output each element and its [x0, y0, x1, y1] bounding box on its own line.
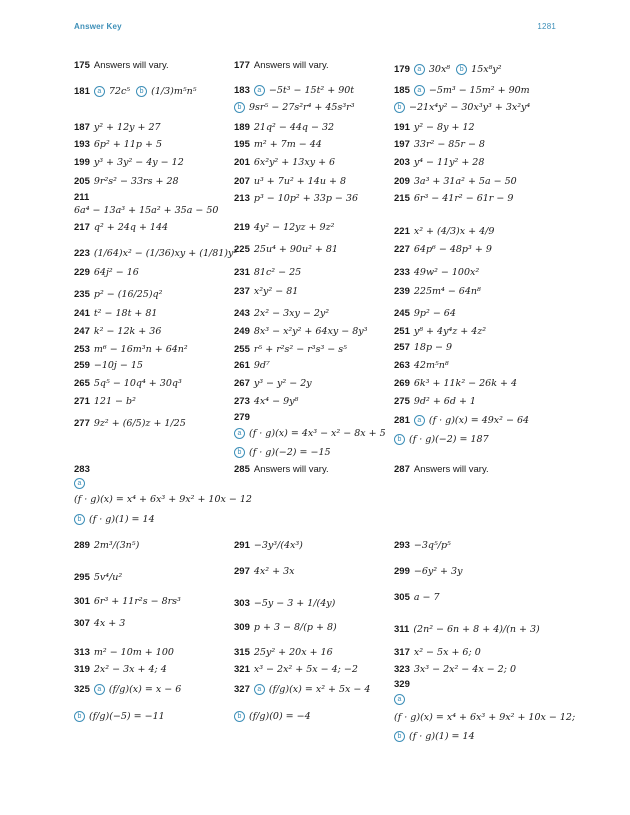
answer-235: 235 p² − (16/25)q² — [74, 289, 163, 300]
answer-283: 283 — [74, 464, 90, 475]
answer-203: 203 y⁴ − 11y² + 28 — [394, 157, 485, 168]
answer-191: 191 y² − 8y + 12 — [394, 122, 475, 133]
answer-217: 217 q² + 24q + 144 — [74, 222, 169, 233]
part-a-marker: a — [394, 694, 405, 705]
part-a-marker: a — [94, 86, 105, 97]
answer-279-b: b (f · g)(−2) = −15 — [234, 447, 331, 459]
part-b-marker: b — [234, 102, 245, 113]
answer-195: 195 m² + 7m − 44 — [234, 139, 322, 150]
answer-189: 189 21q² − 44q − 32 — [234, 122, 335, 133]
answer-269: 269 6k³ + 11k² − 26k + 4 — [394, 378, 518, 389]
part-b-marker: b — [394, 434, 405, 445]
answer-313: 313 m² − 10m + 100 — [74, 647, 174, 658]
answer-283-a-text: (f · g)(x) = x⁴ + 6x³ + 9x² + 10x − 12 — [74, 494, 252, 505]
answer-243: 243 2x² − 3xy − 2y² — [234, 308, 330, 319]
answer-221: 221 x² + (4/3)x + 4/9 — [394, 226, 495, 237]
part-b-marker: b — [394, 731, 405, 742]
answer-199: 199 y³ + 3y² − 4y − 12 — [74, 157, 184, 168]
answer-297: 297 4x² + 3x — [234, 566, 295, 577]
answer-293: 293 −3q⁵/p⁵ — [394, 540, 451, 551]
answer-323: 323 3x³ − 2x² − 4x − 2; 0 — [394, 664, 516, 675]
answer-211-text: 6a⁴ − 13a³ + 15a² + 35a − 50 — [74, 205, 219, 216]
page-number: 1281 — [537, 22, 556, 31]
answer-179: 179 a 30x⁸ b 15x⁸y² — [394, 64, 502, 75]
answer-295: 295 5v⁴/u² — [74, 572, 123, 583]
page-header — [74, 22, 556, 36]
answer-283-b: b (f · g)(1) = 14 — [74, 514, 155, 526]
answer-279-a: a (f · g)(x) = 4x³ − x² − 8x + 5 — [234, 428, 386, 440]
answer-271: 271 121 − b² — [74, 396, 136, 407]
part-a-marker: a — [414, 85, 425, 96]
answer-261: 261 9d⁷ — [234, 360, 270, 371]
answer-329-a — [394, 694, 409, 706]
answer-327-b: b (f/g)(0) = −4 — [234, 711, 311, 723]
part-a-marker: a — [94, 684, 105, 695]
answer-325-b: b (f/g)(−5) = −11 — [74, 711, 165, 723]
answer-175: 175 Answers will vary. — [74, 60, 169, 71]
answer-283-a — [74, 478, 89, 490]
answer-219: 219 4y² − 12yz + 9z² — [234, 222, 335, 233]
answer-233: 233 49w² − 100x² — [394, 267, 480, 278]
answer-223: 223 (1/64)x² − (1/36)xy + (1/81)y² — [74, 248, 238, 259]
answer-305: 305 a − 7 — [394, 592, 440, 603]
answer-213: 213 p³ − 10p² + 33p − 36 — [234, 193, 358, 204]
answer-277: 277 9z² + (6/5)z + 1/25 — [74, 418, 186, 429]
answer-183: 183 a −5t³ − 15t² + 90t — [234, 85, 355, 96]
part-a-marker: a — [254, 684, 265, 695]
answer-247: 247 k² − 12k + 36 — [74, 326, 162, 337]
answer-281-b: b (f · g)(−2) = 187 — [394, 434, 489, 446]
answer-229: 229 64j² − 16 — [74, 267, 139, 278]
answer-329: 329 — [394, 679, 410, 690]
answer-207: 207 u³ + 7u² + 14u + 8 — [234, 176, 347, 187]
part-a-marker: a — [414, 415, 425, 426]
answer-287: 287 Answers will vary. — [394, 464, 489, 475]
answer-259: 259 −10j − 15 — [74, 360, 143, 371]
answer-225: 225 25u⁴ + 90u² + 81 — [234, 244, 338, 255]
answer-299: 299 −6y² + 3y — [394, 566, 463, 577]
answer-329-b: b (f · g)(1) = 14 — [394, 731, 475, 743]
answer-309: 309 p + 3 − 8/(p + 8) — [234, 622, 337, 633]
answer-307: 307 4x + 3 — [74, 618, 126, 629]
answer-239: 239 225m⁴ − 64n⁸ — [394, 286, 481, 297]
part-a-marker: a — [414, 64, 425, 75]
part-a-marker: a — [74, 478, 85, 489]
answer-209: 209 3a³ + 31a² + 5a − 50 — [394, 176, 517, 187]
part-b-marker: b — [234, 447, 245, 458]
answer-255: 255 r⁵ + r²s² − r³s³ − s⁵ — [234, 344, 347, 355]
answer-257: 257 18p − 9 — [394, 342, 453, 353]
part-a-marker: a — [234, 428, 245, 439]
answer-319: 319 2x² − 3x + 4; 4 — [74, 664, 167, 675]
answer-245: 245 9p² − 64 — [394, 308, 456, 319]
answer-329-a-text: (f · g)(x) = x⁴ + 6x³ + 9x² + 10x − 12; — [394, 712, 576, 723]
answer-227: 227 64p⁶ − 48p³ + 9 — [394, 244, 492, 255]
part-b-marker: b — [74, 711, 85, 722]
answer-301: 301 6r³ + 11r²s − 8rs³ — [74, 596, 181, 607]
answer-317: 317 x² − 5x + 6; 0 — [394, 647, 481, 658]
part-b-marker: b — [456, 64, 467, 75]
answer-275: 275 9d² + 6d + 1 — [394, 396, 476, 407]
answer-237: 237 x²y² − 81 — [234, 286, 299, 297]
answer-211: 211 — [74, 192, 90, 203]
answer-201: 201 6x²y² + 13xy + 6 — [234, 157, 336, 168]
answer-181: 181 a 72c⁵ b (1/3)m⁵n⁵ — [74, 86, 197, 97]
answer-321: 321 x³ − 2x² + 5x − 4; −2 — [234, 664, 358, 675]
running-title: Answer Key — [74, 22, 122, 31]
part-a-marker: a — [254, 85, 265, 96]
answer-183-b: b 9sr⁵ − 27s²r⁴ + 45s³r³ — [234, 102, 355, 114]
answer-241: 241 t² − 18t + 81 — [74, 308, 158, 319]
answer-289: 289 2m³/(3n⁵) — [74, 540, 140, 551]
answer-193: 193 6p² + 11p + 5 — [74, 139, 163, 150]
answer-303: 303 −5y − 3 + 1/(4y) — [234, 598, 336, 609]
answer-273: 273 4x⁴ − 9y⁸ — [234, 396, 299, 407]
part-b-marker: b — [136, 86, 147, 97]
answer-205: 205 9r²s² − 33rs + 28 — [74, 176, 179, 187]
answer-177: 177 Answers will vary. — [234, 60, 329, 71]
part-b-marker: b — [234, 711, 245, 722]
answer-263: 263 42m⁵n⁸ — [394, 360, 449, 371]
answer-185-b: b −21x⁴y² − 30x³y³ + 3x²y⁴ — [394, 102, 530, 114]
answer-251: 251 y⁸ + 4y⁴z + 4z² — [394, 326, 487, 337]
answer-253: 253 m⁶ − 16m³n + 64n² — [74, 344, 188, 355]
answer-197: 197 33r² − 85r − 8 — [394, 139, 485, 150]
part-b-marker: b — [74, 514, 85, 525]
answer-249: 249 8x³ − x²y² + 64xy − 8y³ — [234, 326, 368, 337]
answer-315: 315 25y² + 20x + 16 — [234, 647, 333, 658]
answer-265: 265 5q⁵ − 10q⁴ + 30q³ — [74, 378, 182, 389]
answer-279: 279 — [234, 412, 250, 423]
answer-187: 187 y² + 12y + 27 — [74, 122, 161, 133]
answer-215: 215 6r³ − 41r² − 61r − 9 — [394, 193, 514, 204]
answer-291: 291 −3y³/(4x³) — [234, 540, 303, 551]
answer-311: 311 (2n² − 6n + 8 + 4)/(n + 3) — [394, 624, 540, 635]
answer-281: 281 a (f · g)(x) = 49x² − 64 — [394, 415, 530, 426]
answer-325: 325 a (f/g)(x) = x − 6 — [74, 684, 182, 695]
answer-327: 327 a (f/g)(x) = x² + 5x − 4 — [234, 684, 371, 695]
part-b-marker: b — [394, 102, 405, 113]
answer-185: 185 a −5m³ − 15m² + 90m — [394, 85, 530, 96]
answer-285: 285 Answers will vary. — [234, 464, 329, 475]
answer-267: 267 y³ − y² − 2y — [234, 378, 312, 389]
answer-231: 231 81c² − 25 — [234, 267, 302, 278]
